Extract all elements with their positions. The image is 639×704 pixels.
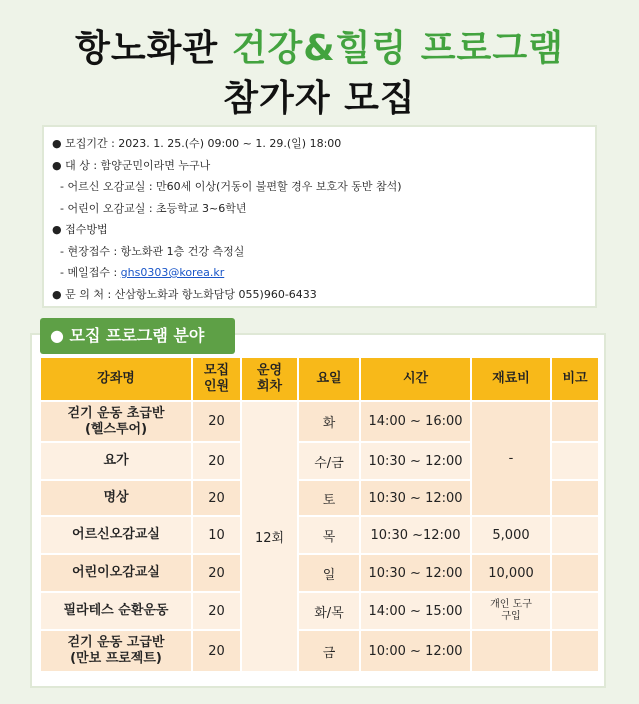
row-day: 화 <box>299 402 359 441</box>
header-time: 시간 <box>361 358 470 400</box>
row-note <box>552 517 598 553</box>
row-fee: 10,000 <box>472 555 550 591</box>
title-venue: 항노화관 <box>75 28 219 69</box>
info-method-site: - 현장접수 : 항노화관 1층 건강 측정실 <box>60 244 245 258</box>
row-name <box>41 402 191 441</box>
row-time: 10:30 ~ 12:00 <box>361 555 470 591</box>
row-name: 요가 <box>41 443 191 479</box>
row-capacity: 20 <box>193 555 240 591</box>
row-capacity: 20 <box>193 443 240 479</box>
row-day: 목 <box>299 517 359 553</box>
row-day: 화/목 <box>299 593 359 629</box>
page-title-line1 <box>0 20 639 71</box>
row-capacity: 20 <box>193 593 240 629</box>
header-capacity <box>193 358 240 400</box>
header-day: 요일 <box>299 358 359 400</box>
row-time: 10:30 ~12:00 <box>361 517 470 553</box>
header-fee: 재료비 <box>472 358 550 400</box>
sessions-cell: 12회 <box>242 402 297 671</box>
row-time: 10:30 ~ 12:00 <box>361 481 470 515</box>
row-fee <box>472 593 550 629</box>
section-badge: ● 모집 프로그램 분야 <box>40 318 235 354</box>
row-day: 수/금 <box>299 443 359 479</box>
row-note <box>552 481 598 515</box>
info-method-mail-label: - 메일접수 : <box>60 266 121 279</box>
email-link[interactable]: ghs0303@korea.kr <box>120 266 225 279</box>
header-note: 비고 <box>552 358 598 400</box>
table-row <box>41 631 598 671</box>
page-title-line2: 참가자 모집 <box>223 78 416 119</box>
table-row <box>41 555 598 591</box>
table-row <box>41 517 598 553</box>
row-name-l2: (만보 프로젝트) <box>70 651 162 666</box>
row-time: 10:00 ~ 12:00 <box>361 631 470 671</box>
info-method-mail <box>52 262 595 284</box>
row-name: 어린이오감교실 <box>41 555 191 591</box>
row-name-l2: (헬스투어) <box>84 421 148 437</box>
row-fee <box>472 631 550 671</box>
row-fee-l2: 구입 <box>501 611 521 622</box>
row-note <box>552 631 598 671</box>
table-header-row <box>41 358 598 400</box>
row-name: 명상 <box>41 481 191 515</box>
info-target: ● 대 상 : 함양군민이라면 누구나 <box>52 158 211 172</box>
row-fee-l1: 개인 도구 <box>490 599 532 610</box>
row-name <box>41 631 191 671</box>
row-capacity: 20 <box>193 631 240 671</box>
info-period: ● 모집기간 : 2023. 1. 25.(수) 09:00 ~ 1. 29.(일) 18:00 <box>52 137 342 150</box>
row-name-l1: 걷기 운동 초급반 <box>67 405 165 421</box>
row-capacity: 10 <box>193 517 240 553</box>
row-capacity: 20 <box>193 481 240 515</box>
header-name: 강좌명 <box>41 358 191 400</box>
info-contact: ● 문 의 처 : 산삼항노화과 항노화담당 055)960-6433 <box>52 287 317 301</box>
row-fee: 5,000 <box>472 517 550 553</box>
row-time: 10:30 ~ 12:00 <box>361 443 470 479</box>
row-name-l1: 걷기 운동 고급반 <box>67 635 165 650</box>
header-sessions-l2: 회차 <box>256 379 283 394</box>
header-sessions-l1: 운영 <box>256 363 283 378</box>
header-capacity-l1: 모집 <box>203 363 230 378</box>
program-table <box>39 356 600 673</box>
row-day: 토 <box>299 481 359 515</box>
row-name: 어르신오감교실 <box>41 517 191 553</box>
fee-cell-dash: - <box>472 402 550 515</box>
row-note <box>552 555 598 591</box>
info-method: ● 접수방법 <box>52 223 108 236</box>
header-capacity-l2: 인원 <box>203 379 230 394</box>
row-note <box>552 443 598 479</box>
row-capacity: 20 <box>193 402 240 441</box>
title-program: 건강&힐링 프로그램 <box>231 28 564 69</box>
row-note <box>552 593 598 629</box>
row-time: 14:00 ~ 16:00 <box>361 402 470 441</box>
row-day: 금 <box>299 631 359 671</box>
table-row <box>41 593 598 629</box>
row-day: 일 <box>299 555 359 591</box>
info-box <box>42 125 597 308</box>
info-target-child: - 어린이 오감교실 : 초등학교 3~6학년 <box>60 201 247 215</box>
info-target-elder: - 어르신 오감교실 : 만60세 이상(거동이 불편할 경우 보호자 동반 참석) <box>60 180 402 193</box>
row-note <box>552 402 598 441</box>
row-time: 14:00 ~ 15:00 <box>361 593 470 629</box>
row-name: 필라테스 순환운동 <box>41 593 191 629</box>
header-sessions <box>242 358 297 400</box>
table-row <box>41 402 598 441</box>
